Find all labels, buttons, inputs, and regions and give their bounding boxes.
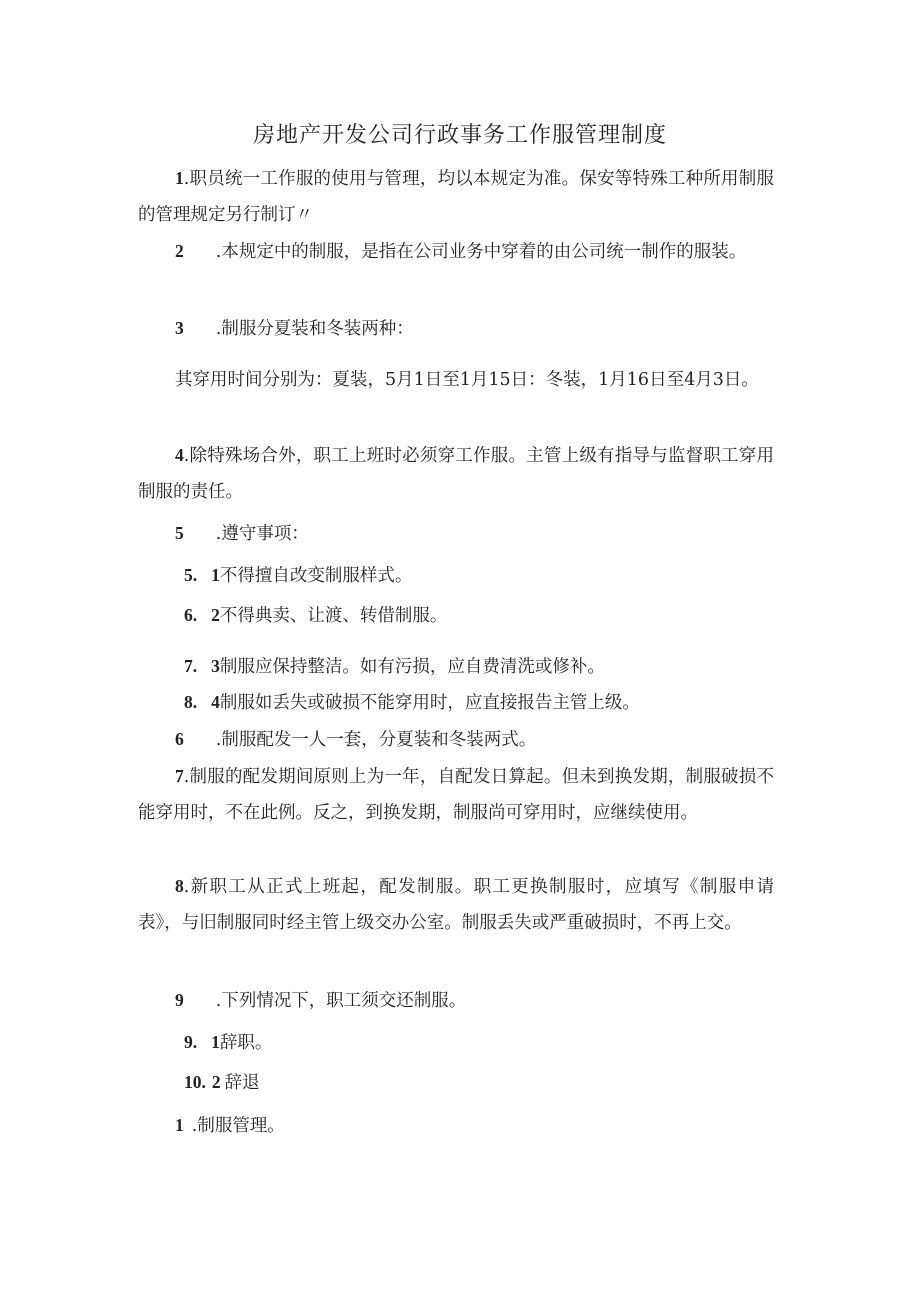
sub-clause: 10. 2 辞退 — [184, 1072, 260, 1093]
clause-5 — [175, 515, 309, 552]
clause-1 — [138, 160, 774, 233]
clause-number: 1 — [175, 168, 184, 188]
clause-7 — [138, 758, 774, 831]
clause-number: 4 — [175, 445, 184, 465]
clause-text: .制服管理。 — [191, 1116, 285, 1136]
clause-text: .制服配发一人一套，分夏装和冬装两式。 — [215, 730, 537, 750]
clause-2 — [138, 233, 774, 270]
sub-clause: 7. 3制服应保持整洁。如有污损，应自费清洗或修补。 — [184, 656, 605, 677]
clause-9 — [175, 982, 466, 1019]
clause-number: 7 — [175, 766, 184, 786]
sub-clause: 9. 1辞职。 — [184, 1032, 273, 1053]
clause-number: 6 — [175, 729, 184, 749]
page-title: 房地产开发公司行政事务工作服管理制度 — [252, 123, 667, 148]
clause-number: 5 — [175, 523, 184, 543]
sub-clause: 8. 4制服如丢失或破损不能穿用时，应直接报告主管上级。 — [184, 692, 640, 713]
clause-3 — [175, 310, 414, 347]
clause-8 — [138, 868, 774, 941]
clause-3-detail: 其穿用时间分别为：夏装，5月1日至1月15日：冬装，1月16日至4月3日。 — [175, 370, 759, 390]
sub-clause: 6. 2不得典卖、让渡、转借制服。 — [184, 605, 448, 626]
clause-number: 1 — [175, 1115, 184, 1135]
clause-text: .除特殊场合外，职工上班时必须穿工作服。主管上级有指导与监督职工穿用制服的责任。 — [138, 446, 774, 502]
clause-number: 9 — [175, 990, 184, 1010]
clause-number: 2 — [175, 241, 184, 261]
clause-final — [175, 1107, 285, 1144]
clause-text: .制服分夏装和冬装两种： — [215, 319, 414, 339]
clause-number: 3 — [175, 318, 184, 338]
clause-text: .遵守事项： — [215, 524, 309, 544]
clause-text: .新职工从正式上班起，配发制服。职工更换制服时，应填写《制服申请表》，与旧制服同时经主管上级交办公室。制服丢失或严重破损时，不再上交。 — [138, 877, 774, 933]
clause-text: .职员统一工作服的使用与管理，均以本规定为准。保安等特殊工种所用制服的管理规定另行制订〃 — [138, 169, 774, 225]
sub-clause: 5. 1不得擅自改变制服样式。 — [184, 565, 413, 586]
clause-text: .下列情况下，职工须交还制服。 — [215, 991, 467, 1011]
clause-number: 8 — [175, 876, 184, 896]
clause-4 — [138, 437, 774, 510]
clause-6 — [175, 721, 536, 758]
clause-text: .制服的配发期间原则上为一年，自配发日算起。但未到换发期，制服破损不能穿用时，不在此例。反之，到换发期，制服尚可穿用时，应继续使用。 — [138, 767, 774, 823]
clause-text: .本规定中的制服，是指在公司业务中穿着的由公司统一制作的服装。 — [215, 242, 747, 262]
